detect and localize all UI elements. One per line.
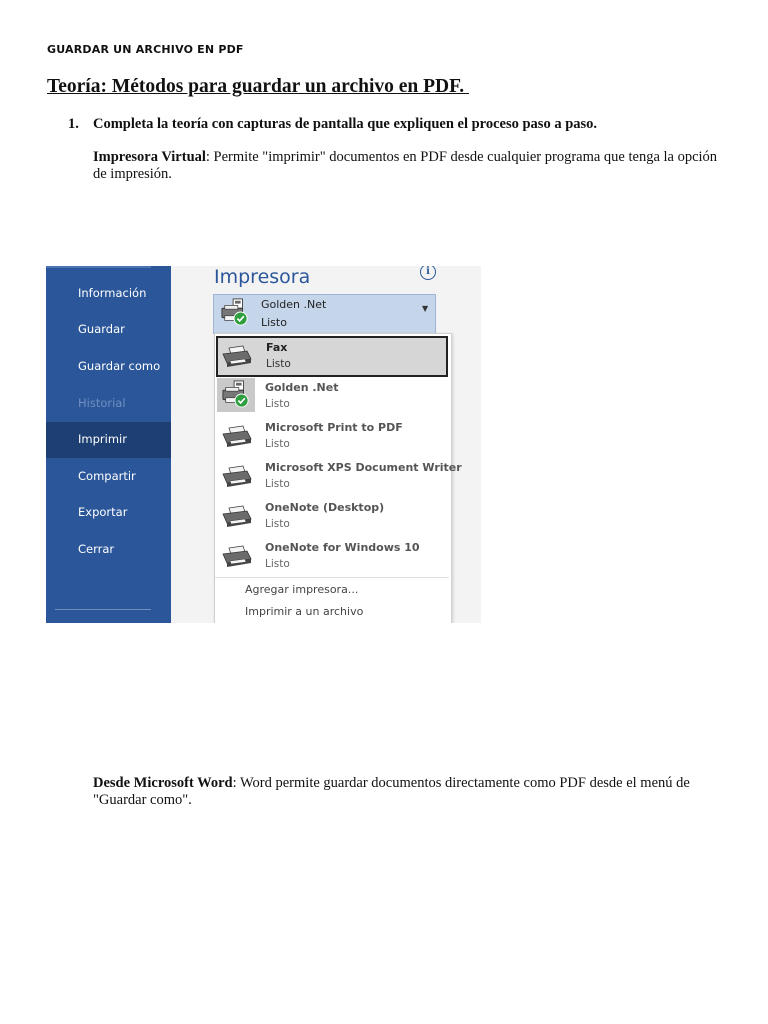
- printer-status: Listo: [265, 478, 290, 490]
- add-printer-link[interactable]: Agregar impresora...: [245, 583, 359, 596]
- sidebar-item-exportar[interactable]: [46, 495, 171, 531]
- sidebar-item-cerrar[interactable]: [46, 532, 171, 568]
- sidebar-item-imprimir[interactable]: [46, 422, 171, 458]
- printer-select[interactable]: [213, 294, 436, 334]
- printer-status: Listo: [265, 558, 290, 570]
- print-panel: [171, 266, 481, 623]
- sidebar-item-guardar[interactable]: [46, 312, 171, 348]
- term-virtual-printer: Impresora Virtual: [93, 149, 206, 165]
- printer-option-microsoft-print-to-pdf[interactable]: [217, 416, 447, 456]
- sidebar-item-informacion[interactable]: [46, 276, 171, 312]
- sidebar-item-label: Imprimir: [78, 432, 127, 446]
- sidebar-item-historial: [46, 386, 171, 422]
- selected-printer-name: Golden .Net: [261, 298, 327, 311]
- printer-name: Fax: [266, 341, 288, 354]
- printer-name: Golden .Net: [265, 381, 339, 394]
- printer-status: Listo: [266, 358, 291, 370]
- sidebar-item-label: Exportar: [78, 505, 128, 519]
- sidebar-item-guardar-como[interactable]: [46, 349, 171, 385]
- sidebar-item-label: Historial: [78, 396, 126, 410]
- printer-status: Listo: [265, 438, 290, 450]
- printer-check-icon: [219, 298, 251, 326]
- printer-name: OneNote for Windows 10: [265, 541, 420, 554]
- dropdown-divider: [215, 577, 449, 578]
- printer-option-onenote-desktop[interactable]: [217, 496, 447, 536]
- printer-option-fax[interactable]: [216, 336, 448, 377]
- info-icon[interactable]: i: [420, 266, 436, 280]
- backstage-sidebar: [46, 266, 171, 623]
- selected-printer-status: Listo: [261, 316, 287, 329]
- sidebar-item-compartir[interactable]: [46, 459, 171, 495]
- printer-name: Microsoft Print to PDF: [265, 421, 403, 434]
- printer-option-microsoft-xps[interactable]: [217, 456, 462, 496]
- sidebar-item-label: Guardar como: [78, 359, 161, 373]
- word-print-screenshot: [46, 266, 481, 623]
- chevron-down-icon: ▼: [422, 304, 429, 313]
- sidebar-item-label: Compartir: [78, 469, 136, 483]
- list-item-text: Completa la teoría con capturas de pantalla que expliquen el proceso paso a paso.: [93, 116, 598, 132]
- document-header: GUARDAR UN ARCHIVO EN PDF: [47, 43, 244, 56]
- sidebar-item-label: Guardar: [78, 322, 125, 336]
- printer-status: Listo: [265, 398, 290, 410]
- printer-section-title: Impresora: [214, 266, 311, 288]
- paragraph-text: : Word permite guardar documentos directamente como PDF desde el menú de "Guardar como".: [93, 775, 690, 808]
- print-to-file-option[interactable]: Imprimir a un archivo: [245, 605, 364, 618]
- printer-status: Listo: [265, 518, 290, 530]
- printer-icon: [221, 502, 253, 530]
- printer-check-icon: [220, 380, 252, 408]
- list-number: 1.: [68, 116, 79, 132]
- term-from-word: Desde Microsoft Word: [93, 775, 233, 791]
- printer-option-onenote-windows-10[interactable]: [217, 536, 447, 576]
- list-item-1: [68, 116, 597, 133]
- document-title: Teoría: Métodos para guardar un archivo en PDF.: [47, 76, 469, 97]
- paragraph-virtual-printer: [93, 149, 728, 183]
- sidebar-bottom-divider: [55, 609, 151, 610]
- sidebar-top-divider: [46, 266, 151, 268]
- printer-icon: [221, 342, 253, 370]
- sidebar-item-label: Información: [78, 286, 147, 300]
- printer-option-golden-net[interactable]: [217, 376, 447, 416]
- printer-icon: [221, 462, 253, 490]
- printer-icon: [221, 542, 253, 570]
- paragraph-from-word: [93, 775, 728, 809]
- printer-icon: [221, 422, 253, 450]
- printer-dropdown: [214, 333, 462, 623]
- sidebar-item-label: Cerrar: [78, 542, 115, 556]
- printer-name: OneNote (Desktop): [265, 501, 385, 514]
- printer-name: Microsoft XPS Document Writer: [265, 461, 462, 474]
- paragraph-text: : Permite "imprimir" documentos en PDF desde cualquier programa que tenga la opción de impresión.: [93, 149, 718, 182]
